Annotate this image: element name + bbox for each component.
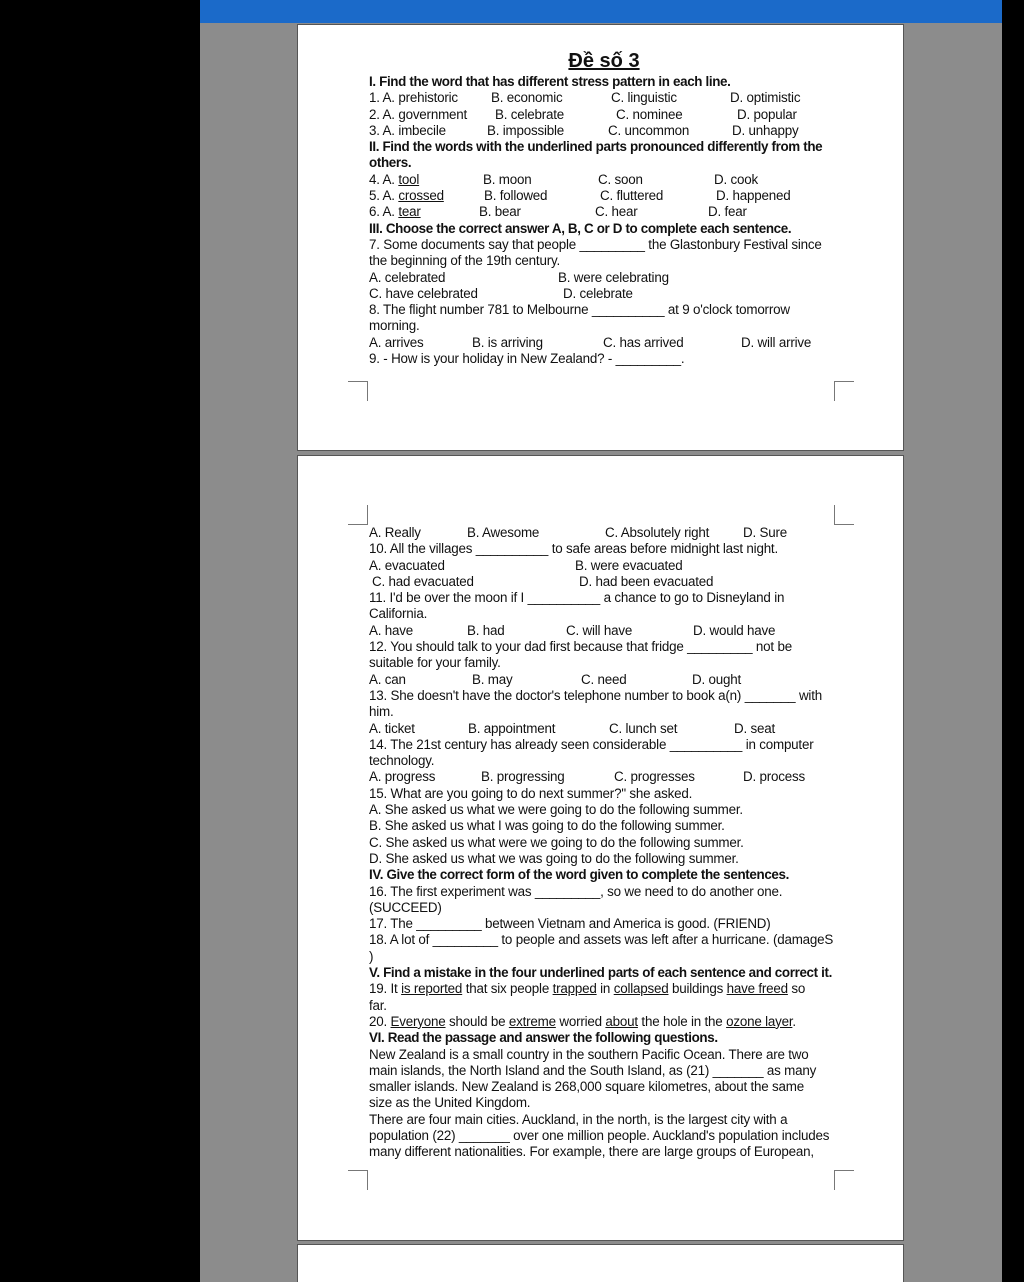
option-b: B. impossible bbox=[487, 122, 565, 138]
question-15-option-b: B. She asked us what I was going to do the following summer. bbox=[369, 818, 725, 834]
question-8: 8. The flight number 781 to Melbourne __________ at 9 o'clock tomorrow bbox=[369, 302, 790, 318]
question-9: 9. - How is your holiday in New Zealand? - _________. bbox=[369, 351, 685, 367]
option-c: C. Absolutely right bbox=[605, 525, 710, 540]
option-c: C. fluttered bbox=[600, 188, 664, 204]
question-15-option-a: A. She asked us what we were going to do the following summer. bbox=[369, 802, 743, 818]
option-c: C. progresses bbox=[614, 769, 695, 785]
question-7-options-ab bbox=[369, 270, 839, 286]
question-15-option-c: C. She asked us what were we going to do the following summer. bbox=[369, 834, 744, 850]
section-3-heading: III. Choose the correct answer A, B, C or D to complete each sentence. bbox=[369, 220, 792, 236]
crop-mark-bottom-left bbox=[348, 1170, 368, 1190]
page-title: Đề số 3 bbox=[568, 50, 640, 72]
option-b: B. may bbox=[472, 671, 513, 687]
crop-mark-bottom-right bbox=[834, 1170, 854, 1190]
option-b: B. bear bbox=[479, 204, 521, 220]
question-15-option-d: D. She asked us what we was going to do the following summer. bbox=[369, 850, 739, 866]
question-16-cont: (SUCCEED) bbox=[369, 899, 442, 915]
option-c: C. linguistic bbox=[611, 90, 677, 106]
page-2-content bbox=[369, 525, 839, 1161]
option-d: D. cook bbox=[714, 171, 758, 187]
option-d: D. unhappy bbox=[732, 122, 799, 138]
option-a: 5. A. crossed bbox=[369, 188, 444, 204]
passage-line: New Zealand is a small country in the southern Pacific Ocean. There are two bbox=[369, 1046, 809, 1062]
question-19: 19. It is reported that six people trapped in collapsed buildings have freed so bbox=[369, 981, 806, 997]
question-17: 17. The _________ between Vietnam and America is good. (FRIEND) bbox=[369, 916, 771, 932]
question-13-cont: him. bbox=[369, 704, 394, 720]
option-c: C. nominee bbox=[616, 106, 683, 122]
option-c: C. uncommon bbox=[608, 122, 690, 138]
option-b: B. appointment bbox=[468, 720, 556, 736]
question-2 bbox=[369, 107, 839, 123]
option-d: D. fear bbox=[708, 204, 747, 220]
question-1 bbox=[369, 90, 839, 106]
document-page-2 bbox=[297, 455, 904, 1241]
option-c: C. soon bbox=[598, 171, 643, 187]
question-15: 15. What are you going to do next summer?" she asked. bbox=[369, 785, 693, 801]
section-4-heading: IV. Give the correct form of the word given to complete the sentences. bbox=[369, 867, 789, 883]
option-d: D. Sure bbox=[743, 525, 787, 540]
option-c: C. hear bbox=[595, 204, 638, 220]
passage-line: population (22) _______ over one million people. Auckland's population includes bbox=[369, 1127, 830, 1143]
section-2-heading-cont: others. bbox=[369, 155, 412, 171]
question-18: 18. A lot of _________ to people and assets was left after a hurricane. (damageS bbox=[369, 932, 834, 948]
option-d: D. celebrate bbox=[563, 285, 633, 301]
question-18-cont: ) bbox=[369, 948, 374, 964]
question-6 bbox=[369, 204, 839, 220]
question-3 bbox=[369, 123, 839, 139]
option-b: B. were celebrating bbox=[558, 269, 669, 285]
option-d: D. optimistic bbox=[730, 90, 801, 106]
question-10-options-ab bbox=[369, 558, 839, 574]
section-1-heading: I. Find the word that has different stress pattern in each line. bbox=[369, 74, 731, 89]
option-b: B. economic bbox=[491, 90, 563, 106]
option-d: D. seat bbox=[734, 720, 776, 736]
passage-line: main islands, the North Island and the South Island, as (21) _______ as many bbox=[369, 1062, 817, 1078]
option-a: A. ticket bbox=[369, 720, 415, 736]
question-12: 12. You should talk to your dad first because that fridge _________ not be bbox=[369, 639, 792, 655]
crop-mark-top-right bbox=[834, 505, 854, 525]
option-d: D. had been evacuated bbox=[579, 573, 714, 589]
option-c: C. lunch set bbox=[609, 720, 678, 736]
question-9-options bbox=[369, 525, 839, 541]
document-page-3 bbox=[297, 1244, 904, 1282]
option-a: A. can bbox=[369, 671, 406, 687]
option-d: D. would have bbox=[693, 622, 776, 638]
question-11-options bbox=[369, 623, 839, 639]
passage-line: There are four main cities. Auckland, in the north, is the largest city with a bbox=[369, 1111, 788, 1127]
option-d: D. happened bbox=[716, 188, 791, 204]
section-2-heading: II. Find the words with the underlined parts pronounced differently from the bbox=[369, 139, 823, 155]
option-a: 1. A. prehistoric bbox=[369, 90, 458, 106]
question-11-cont: California. bbox=[369, 606, 428, 622]
option-a: 3. A. imbecile bbox=[369, 122, 446, 138]
question-13: 13. She doesn't have the doctor's telephone number to book a(n) _______ with bbox=[369, 687, 822, 703]
question-4 bbox=[369, 172, 839, 188]
option-b: B. Awesome bbox=[467, 525, 540, 540]
option-b: B. progressing bbox=[481, 769, 565, 785]
question-7-cont: the beginning of the 19th century. bbox=[369, 253, 560, 269]
option-b: B. followed bbox=[484, 188, 548, 204]
question-10-options-cd bbox=[369, 574, 839, 590]
passage-line: smaller islands. New Zealand is 268,000 square kilometres, about the same bbox=[369, 1079, 804, 1095]
question-13-options bbox=[369, 721, 839, 737]
option-c: C. have celebrated bbox=[369, 285, 478, 301]
option-b: B. moon bbox=[483, 171, 532, 187]
option-a: A. progress bbox=[369, 769, 436, 785]
option-a: A. evacuated bbox=[369, 557, 445, 573]
viewer-top-bar bbox=[200, 0, 1002, 23]
document-page-1 bbox=[297, 24, 904, 451]
crop-mark-bottom-right bbox=[834, 381, 854, 401]
option-d: D. ought bbox=[692, 671, 742, 687]
option-a: 2. A. government bbox=[369, 106, 468, 122]
question-14-options bbox=[369, 769, 839, 785]
option-b: B. is arriving bbox=[472, 334, 543, 350]
option-a: A. Really bbox=[369, 525, 421, 540]
question-20: 20. Everyone should be extreme worried about the hole in the ozone layer. bbox=[369, 1013, 796, 1029]
page-1-content bbox=[369, 48, 839, 367]
option-a: A. celebrated bbox=[369, 269, 446, 285]
passage-line: size as the United Kingdom. bbox=[369, 1095, 531, 1111]
crop-mark-bottom-left bbox=[348, 381, 368, 401]
question-10: 10. All the villages __________ to safe areas before midnight last night. bbox=[369, 541, 778, 557]
option-d: D. process bbox=[743, 769, 805, 785]
option-d: D. popular bbox=[737, 106, 797, 122]
question-12-cont: suitable for your family. bbox=[369, 655, 501, 671]
question-11: 11. I'd be over the moon if I __________ a chance to go to Disneyland in bbox=[369, 590, 785, 606]
option-c: C. will have bbox=[566, 622, 633, 638]
question-12-options bbox=[369, 672, 839, 688]
option-b: B. had bbox=[467, 622, 505, 638]
option-c: C. had evacuated bbox=[372, 573, 474, 589]
question-8-cont: morning. bbox=[369, 318, 420, 334]
option-a: 6. A. tear bbox=[369, 204, 421, 220]
option-a: A. arrives bbox=[369, 334, 424, 350]
passage-line: many different nationalities. For example, there are large groups of European, bbox=[369, 1144, 814, 1160]
question-5 bbox=[369, 188, 839, 204]
question-7-options-cd bbox=[369, 286, 839, 302]
section-5-heading: V. Find a mistake in the four underlined parts of each sentence and correct it. bbox=[369, 965, 832, 981]
option-b: B. celebrate bbox=[495, 106, 565, 122]
option-a: 4. A. tool bbox=[369, 171, 420, 187]
question-8-options bbox=[369, 335, 839, 351]
question-16: 16. The first experiment was _________, so we need to do another one. bbox=[369, 883, 783, 899]
question-7: 7. Some documents say that people _________ the Glastonbury Festival since bbox=[369, 236, 822, 252]
question-14-cont: technology. bbox=[369, 753, 435, 769]
option-d: D. will arrive bbox=[741, 334, 812, 350]
option-a: A. have bbox=[369, 622, 414, 638]
question-14: 14. The 21st century has already seen considerable __________ in computer bbox=[369, 736, 814, 752]
option-c: C. has arrived bbox=[603, 334, 684, 350]
document-viewer[interactable] bbox=[200, 0, 1002, 1282]
question-19-cont: far. bbox=[369, 997, 387, 1013]
section-6-heading: VI. Read the passage and answer the following questions. bbox=[369, 1030, 718, 1046]
option-c: C. need bbox=[581, 671, 627, 687]
crop-mark-top-left bbox=[348, 505, 368, 525]
option-b: B. were evacuated bbox=[575, 557, 683, 573]
